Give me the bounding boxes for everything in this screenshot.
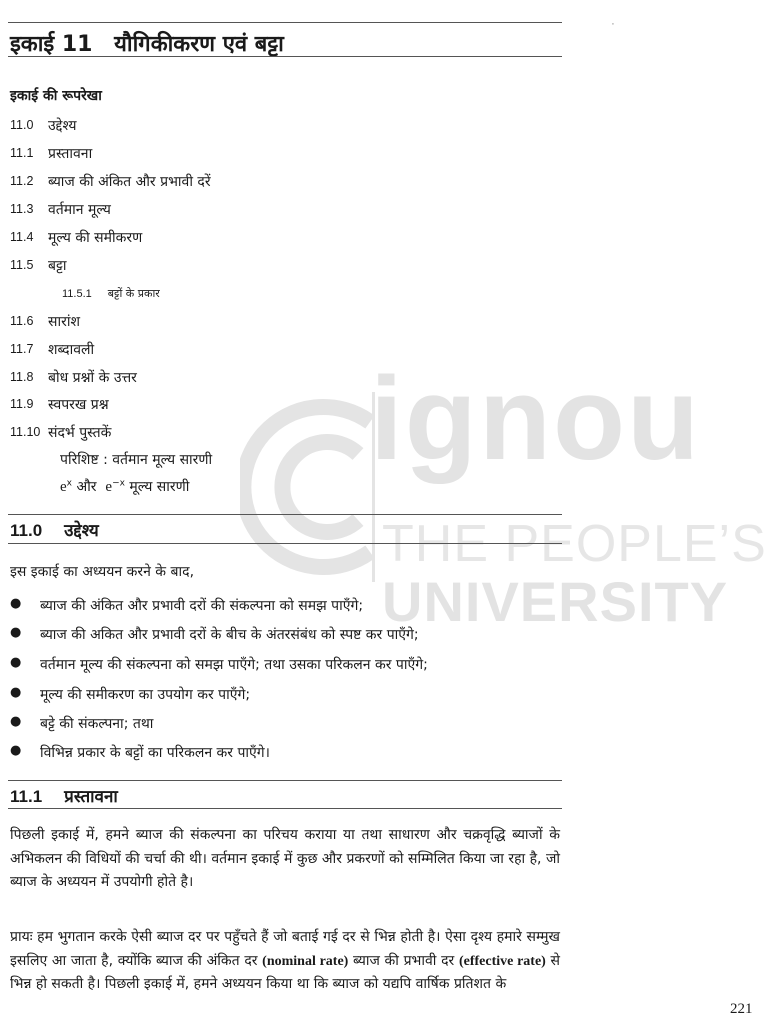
- objectives-intro: इस इकाई का अध्ययन करने के बाद,: [10, 564, 195, 580]
- section-rule-top: [8, 780, 562, 781]
- toc-sub-item: 11.5.1 बट्टों के प्रकार: [62, 287, 160, 300]
- watermark-tagline-1: THE PEOPLE’S: [382, 515, 767, 573]
- watermark-brand: ignou: [370, 353, 702, 485]
- paragraph: प्रायः हम भुगतान करके ऐसी ब्याज दर पर पहुँचते हैं जो बताई गई दर से भिन्न होती है। ऐसा दृश्य हमारे सम्मुख इसलिए आ जाता है, क्योंकि ब्याज की अंकित दर (nominal rate) ब्याज की प्रभावी दर (effective rate) से भिन्न हो सकती है। पिछली इकाई में, हमने अध्ययन किया था कि ब्याज को यद्यपि वार्षिक प्रतिशत के: [10, 929, 561, 992]
- ignou-logo-watermark: [240, 392, 390, 582]
- bullet-icon: ●: [10, 625, 22, 640]
- section-heading-objectives: 11.0 उद्देश्य: [10, 521, 99, 541]
- section-heading-introduction: 11.1 प्रस्तावना: [10, 787, 118, 807]
- bullet-icon: ●: [10, 596, 22, 611]
- bullet-icon: ●: [10, 655, 22, 670]
- unit-title-text: यौगिकीकरण एवं बट्टा: [114, 32, 284, 57]
- toc-appendix-1: परिशिष्ट : वर्तमान मूल्य सारणी: [60, 452, 213, 468]
- title-rule-top: [8, 22, 562, 23]
- outline-heading: इकाई की रूपरेखा: [10, 88, 102, 104]
- page-number: 221: [730, 1001, 753, 1017]
- bullet-icon: ●: [10, 714, 22, 729]
- toc-appendix-2: $e^x$ और $e^{-x}$ मूल्य सारणी: [60, 478, 190, 495]
- section-rule-bottom: [8, 543, 562, 544]
- bullet-icon: ●: [10, 685, 22, 700]
- watermark-tagline-2: UNIVERSITY: [382, 570, 729, 633]
- bullet-icon: ●: [10, 743, 22, 758]
- title-rule-bottom: [8, 56, 562, 57]
- book-page: ignou THE PEOPLE’S UNIVERSITY इकाई 11 यौगिकीकरण एवं बट्टा इकाई की रूपरेखा 11.0 उद्देश्य 11.1 प्रस्तावना 11.2 ब्याज की अंकित और प्रभावी दरें 11.3 वर्तमान मूल्य 11.4 मूल्य की समीकरण 11.5 बट्टा 11.5.1 बट्टों के प्रकार 11.6 सारांश 11.7 शब्दावली 11.8 बोध प्रश्नों के उत्तर 11.9 स्वपरख प्रश्न 11.10 संदर्भ पुस्तकें परिशिष्ट : वर्तमान मूल्य सारणी $e^x$ और $e^{-x}$ मूल्य सारणी 11.0 उद्देश्य इस इकाई का अध्ययन करने के बाद, ● ब्याज की अंकित और प्रभावी दरों की संकल्पना को समझ पाएँगे; ● ब्याज की अकित और प्रभावी दरों के बीच के अंतरसंबंध को स्पष्ट कर पाएँगे; ● वर्तमान मूल्य की संकल्पना को समझ पाएँगे; तथा उसका परिकलन कर पाएँगे; ● मूल्य की समीकरण का उपयोग कर पाएँगे; ● बट्टे की संकल्पना; तथा ● विभिन्न प्रकार के बट्टों का परिकलन कर पाएँगे। 11.1 प्रस्तावना पिछली इकाई में, हमने ब्याज की संकल्पना का परिचय कराया या तथा साधारण और चक्रवृद्धि ब्याजों के अभिकलन की विधियों की चर्चा की थी। वर्तमान इकाई में कुछ और प्रकरणों को सम्मिलित किया जा रहा है, जो ब्याज के अध्ययन में उपयोगी होते है। प्रायः हम भुगतान करके ऐसी ब्याज दर पर पहुँचते हैं जो बताई गई दर से भिन्न होती है। ऐसा दृश्य हमारे सम्मुख इसलिए आ जाता है, क्योंकि ब्याज की अंकित दर (nominal rate) ब्याज की प्रभावी दर (effective rate) से भिन्न हो सकती है। पिछली इकाई में, हमने अध्ययन किया था कि ब्याज को यद्यपि वार्षिक प्रतिशत के 221: [0, 0, 768, 1024]
- section-rule-top: [8, 514, 562, 515]
- paragraph: पिछली इकाई में, हमने ब्याज की संकल्पना का परिचय कराया या तथा साधारण और चक्रवृद्धि ब्याजों के अभिकलन की विधियों की चर्चा की थी। वर्तमान इकाई में कुछ और प्रकरणों को सम्मिलित किया जा रहा है, जो ब्याज के अध्ययन में उपयोगी होते है।: [10, 827, 560, 890]
- unit-title: [10, 28, 284, 58]
- unit-number: इकाई 11: [10, 32, 93, 57]
- section-rule-bottom: [8, 808, 562, 809]
